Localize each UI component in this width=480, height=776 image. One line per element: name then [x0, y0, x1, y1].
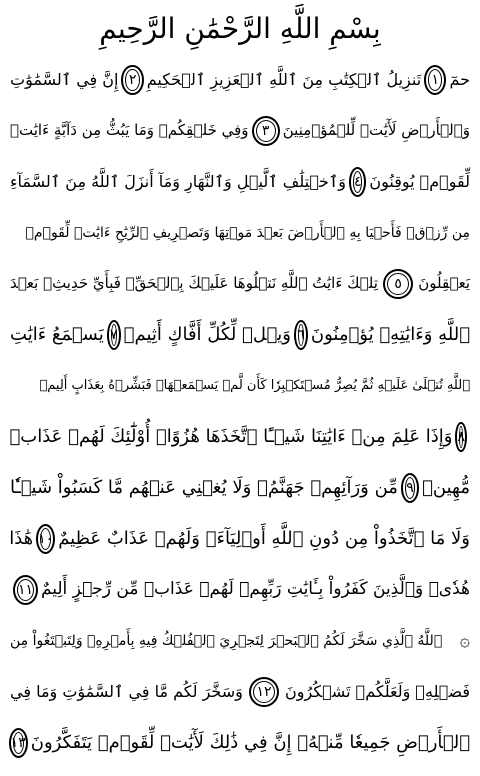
verse-line — [10, 54, 470, 105]
ayah-number-marker: ٤ — [349, 167, 366, 197]
verse-text: ٱلۡأَرۡضِ جَمِيعٗا مِّنۡهُۚ إِنَّ فِي ذَٰلِكَ لَأٓيَٰتٖ لِّقَوۡمٖ يَتَفَكَّرُونَ — [30, 731, 470, 753]
verse-line — [10, 105, 470, 156]
verse-text: وَفِي خَلۡقِكُمۡ وَمَا يَبُثُّ مِن دَآبَّةٍ ءَايَٰتٞ — [10, 121, 249, 139]
verse-text: حمٓ — [449, 69, 470, 89]
verse-text: وَٱلۡأَرۡضِ لَأٓيَٰتٖ لِّلۡمُؤۡمِنِينَ — [282, 121, 470, 139]
verse-text: ٱللَّهِ تُتۡلَىٰ عَلَيۡهِ ثُمَّ يُصِرُّ مُسۡتَكۡبِرٗا كَأَن لَّمۡ يَسۡمَعۡهَاۖ فَبَشِّرۡهُ بِعَذَابٍ أَلِيمٖ — [39, 378, 470, 393]
verse-line — [10, 258, 470, 309]
verse-text: تَنزِيلُ ٱلۡكِتَٰبِ مِنَ ٱللَّهِ ٱلۡعَزِيزِ ٱلۡحَكِيمِ — [146, 69, 422, 89]
verse-text: هَٰذَا — [9, 527, 34, 549]
verse-text: لِّقَوۡمٖ يُوقِنُونَ — [369, 171, 470, 191]
ayah-number-marker: ٨ — [455, 422, 467, 452]
ayah-number-marker: ٢ — [121, 65, 143, 95]
ayah-number-marker: ١ — [424, 65, 446, 95]
verse-line — [10, 615, 470, 666]
verse-text: فَضۡلِهِۦ وَلَعَلَّكُمۡ تَشۡكُرُونَ — [285, 681, 470, 701]
verse-lines — [10, 54, 470, 768]
verse-text: يَسۡمَعُ ءَايَٰتِ — [10, 323, 104, 345]
ayah-number-marker: ١٣ — [9, 728, 28, 758]
verse-text: مُّهِينٞ — [422, 476, 470, 498]
verse-text: هُدٗىۖ وَٱلَّذِينَ كَفَرُواْ بِـَٔايَٰتِ رَبِّهِمۡ لَهُمۡ عَذَابٞ مِّن رِّجۡزٍ أَلِيمٌ — [40, 579, 470, 599]
verse-text: مِن رِّزۡقٖ فَأَحۡيَا بِهِ ٱلۡأَرۡضَ بَعۡدَ مَوۡتِهَا وَتَصۡرِيفِ ٱلرِّيَٰحِ ءَايَٰتٞ لِّقَوۡمٖ — [25, 224, 470, 241]
verse-line — [10, 666, 470, 717]
verse-line — [10, 462, 470, 513]
verse-line — [10, 360, 470, 411]
verse-text: يَعۡقِلُونَ — [418, 274, 470, 292]
verse-line — [10, 513, 470, 564]
verse-text: مِّن وَرَآئِهِمۡ جَهَنَّمُۖ وَلَا يُغۡنِي عَنۡهُم مَّا كَسَبُواْ شَيۡـٔٗا — [10, 476, 398, 498]
verse-text: ٱللَّهِ وَءَايَٰتِهِۦ يُؤۡمِنُونَ — [310, 323, 470, 345]
ayah-number-marker: ١١ — [13, 575, 38, 605]
verse-text: ٱللَّهُ ٱلَّذِي سَخَّرَ لَكُمُ ٱلۡبَحۡرَ لِتَجۡرِيَ ٱلۡفُلۡكُ فِيهِ بِأَمۡرِهِۦ وَلِتَبۡتَغُواْ مِن — [10, 632, 443, 649]
verse-line — [10, 309, 470, 360]
verse-text: إِنَّ فِي ٱلسَّمَٰوَٰتِ — [10, 69, 119, 89]
verse-text: وَيۡلٞ لِّكُلِّ أَفَّاكٍ أَثِيمٖ — [123, 323, 291, 345]
verse-text: وَسَخَّرَ لَكُم مَّا فِي ٱلسَّمَٰوَٰتِ وَمَا فِي — [10, 681, 243, 701]
ayah-number-marker: ٩ — [401, 473, 419, 503]
basmala-header: بِسْمِ اللَّهِ الرَّحْمَٰنِ الرَّحِيمِ — [99, 11, 381, 45]
verse-line — [10, 207, 470, 258]
ayah-number-marker: ١٠ — [36, 524, 55, 554]
verse-line — [10, 156, 470, 207]
ayah-number-marker: ٦ — [294, 320, 308, 350]
verse-text: وَلَا مَا ٱتَّخَذُواْ مِن دُونِ ٱللَّهِ أَوۡلِيَآءَۖ وَلَهُمۡ عَذَابٌ عَظِيمٌ — [58, 527, 470, 549]
verse-line — [10, 564, 470, 615]
hizb-marker-icon: ۞ — [459, 629, 470, 651]
ayah-number-marker: ١٢ — [249, 677, 279, 707]
ayah-number-marker: ٧ — [107, 320, 121, 350]
verse-line — [10, 717, 470, 768]
ayah-number-marker: ٣ — [252, 116, 280, 146]
verse-text: وَإِذَا عَلِمَ مِنۡ ءَايَٰتِنَا شَيۡـًٔا ٱتَّخَذَهَا هُزُوًاۚ أُوْلَٰٓئِكَ لَهُمۡ عَذَابٞ — [9, 425, 453, 447]
ayah-number-marker: ٥ — [383, 269, 413, 299]
verse-text: تِلۡكَ ءَايَٰتُ ٱللَّهِ نَتۡلُوهَا عَلَيۡكَ بِٱلۡحَقِّۖ فَبِأَيِّ حَدِيثِۭ بَعۡدَ — [10, 274, 378, 292]
verse-text: وَٱخۡتِلَٰفِ ٱلَّيۡلِ وَٱلنَّهَارِ وَمَآ أَنزَلَ ٱللَّهُ مِنَ ٱلسَّمَآءِ — [10, 171, 347, 191]
verse-line — [10, 411, 470, 462]
